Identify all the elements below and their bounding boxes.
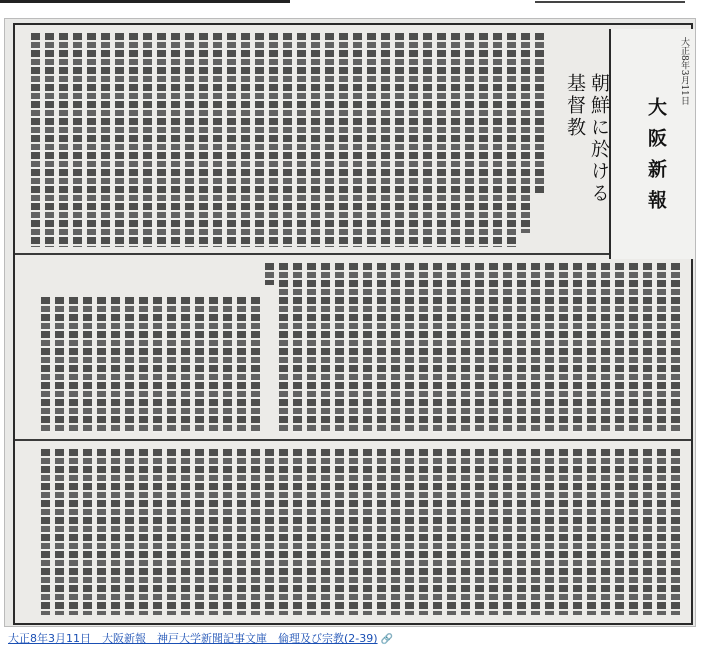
text-column: [629, 263, 638, 433]
text-column: [437, 33, 446, 247]
text-column: [479, 33, 488, 247]
text-column: [143, 33, 152, 247]
text-column: [391, 449, 400, 615]
text-column: [395, 33, 404, 247]
link-icon: 🔗: [380, 634, 393, 645]
text-column: [321, 263, 330, 433]
text-column: [55, 297, 64, 433]
text-column: [545, 263, 554, 433]
text-column: [181, 449, 190, 615]
text-column: [535, 33, 544, 193]
masthead-paper-name: 大阪新報: [645, 97, 667, 221]
masthead-date: 大正8年3月11日: [679, 37, 689, 105]
text-column: [293, 263, 302, 433]
text-column: [629, 449, 638, 615]
text-column: [657, 263, 666, 433]
text-column: [241, 33, 250, 247]
text-column: [139, 449, 148, 615]
text-column: [255, 33, 264, 247]
text-column: [185, 33, 194, 247]
text-column: [671, 449, 680, 615]
text-column: [573, 263, 582, 433]
text-column: [111, 449, 120, 615]
text-column: [111, 297, 120, 433]
text-column: [307, 449, 316, 615]
text-column: [601, 263, 610, 433]
text-column: [405, 449, 414, 615]
text-column: [377, 263, 386, 433]
text-column: [55, 449, 64, 615]
text-column: [31, 33, 40, 247]
text-column: [377, 449, 386, 615]
text-column: [381, 33, 390, 247]
text-column: [503, 263, 512, 433]
text-column: [615, 263, 624, 433]
text-column: [195, 297, 204, 433]
text-column: [129, 33, 138, 247]
text-column: [297, 33, 306, 247]
text-column: [69, 449, 78, 615]
text-column: [587, 263, 596, 433]
text-column: [517, 449, 526, 615]
text-column: [573, 449, 582, 615]
top-rule: [0, 0, 290, 3]
text-column: [265, 449, 274, 615]
text-column: [465, 33, 474, 247]
text-column: [531, 449, 540, 615]
text-column: [167, 297, 176, 433]
text-column: [419, 263, 428, 433]
tier-separator-2: [15, 439, 691, 441]
text-column: [335, 449, 344, 615]
text-column: [447, 449, 456, 615]
text-column: [167, 449, 176, 615]
text-column: [461, 263, 470, 433]
text-column: [419, 449, 428, 615]
text-column: [433, 449, 442, 615]
text-column: [363, 449, 372, 615]
text-column: [153, 297, 162, 433]
text-column: [349, 263, 358, 433]
text-column: [125, 449, 134, 615]
text-column: [97, 297, 106, 433]
text-column: [269, 33, 278, 247]
text-column: [251, 297, 260, 433]
text-column: [101, 33, 110, 247]
text-column: [293, 449, 302, 615]
text-column: [139, 297, 148, 433]
newspaper-scan: [4, 18, 696, 627]
text-tier-2: [15, 257, 691, 437]
text-column: [325, 33, 334, 247]
text-column: [503, 449, 512, 615]
text-column: [69, 297, 78, 433]
text-column: [339, 33, 348, 247]
text-column: [507, 33, 516, 247]
text-column: [195, 449, 204, 615]
source-caption-text: 大正8年3月11日 大阪新報 神戸大学新聞記事文庫 倫理及び宗教(2-39): [8, 632, 378, 645]
text-column: [433, 263, 442, 433]
text-column: [493, 33, 502, 247]
text-column: [153, 449, 162, 615]
text-column: [307, 263, 316, 433]
text-column: [181, 297, 190, 433]
top-rule-right: [535, 1, 685, 3]
text-column: [559, 263, 568, 433]
text-tier-1: [15, 25, 555, 251]
text-column: [451, 33, 460, 247]
text-column: [157, 33, 166, 247]
text-column: [83, 297, 92, 433]
text-column: [587, 449, 596, 615]
text-column: [615, 449, 624, 615]
text-column: [223, 449, 232, 615]
text-column: [97, 449, 106, 615]
text-column: [41, 449, 50, 615]
text-column: [545, 449, 554, 615]
text-column: [45, 33, 54, 247]
page-frame: [13, 23, 693, 625]
source-caption-link[interactable]: [8, 630, 393, 646]
text-column: [391, 263, 400, 433]
text-column: [237, 297, 246, 433]
text-column: [521, 33, 530, 233]
text-column: [367, 33, 376, 247]
text-column: [283, 33, 292, 247]
text-column: [87, 33, 96, 247]
text-column: [475, 449, 484, 615]
text-column: [279, 263, 288, 433]
text-column: [405, 263, 414, 433]
text-column: [489, 449, 498, 615]
text-column: [643, 263, 652, 433]
text-column: [213, 33, 222, 247]
text-column: [353, 33, 362, 247]
text-column: [423, 33, 432, 247]
text-column: [251, 449, 260, 615]
text-column: [41, 297, 50, 433]
text-column: [349, 449, 358, 615]
text-column: [209, 449, 218, 615]
text-column: [517, 263, 526, 433]
masthead: [609, 29, 696, 259]
text-column: [335, 263, 344, 433]
text-column: [59, 33, 68, 247]
text-column: [321, 449, 330, 615]
text-column: [227, 33, 236, 247]
text-column: [363, 263, 372, 433]
text-column: [671, 263, 680, 433]
article-headline: [563, 73, 611, 205]
text-column: [461, 449, 470, 615]
headline-line-1: 朝鮮に於ける: [588, 73, 610, 205]
text-tier-3: [15, 443, 691, 621]
text-column: [531, 263, 540, 433]
text-column: [223, 297, 232, 433]
text-column: [489, 263, 498, 433]
text-column: [559, 449, 568, 615]
tier-separator-1: [15, 253, 691, 255]
text-column: [643, 449, 652, 615]
text-column: [83, 449, 92, 615]
text-column: [279, 449, 288, 615]
text-column: [265, 263, 274, 285]
text-column: [115, 33, 124, 247]
text-column: [199, 33, 208, 247]
text-column: [171, 33, 180, 247]
text-column: [657, 449, 666, 615]
text-column: [237, 449, 246, 615]
text-column: [601, 449, 610, 615]
text-column: [311, 33, 320, 247]
text-column: [125, 297, 134, 433]
text-column: [73, 33, 82, 247]
text-column: [475, 263, 484, 433]
headline-line-2: 基督教: [564, 73, 586, 139]
text-column: [209, 297, 218, 433]
text-column: [447, 263, 456, 433]
text-column: [409, 33, 418, 247]
